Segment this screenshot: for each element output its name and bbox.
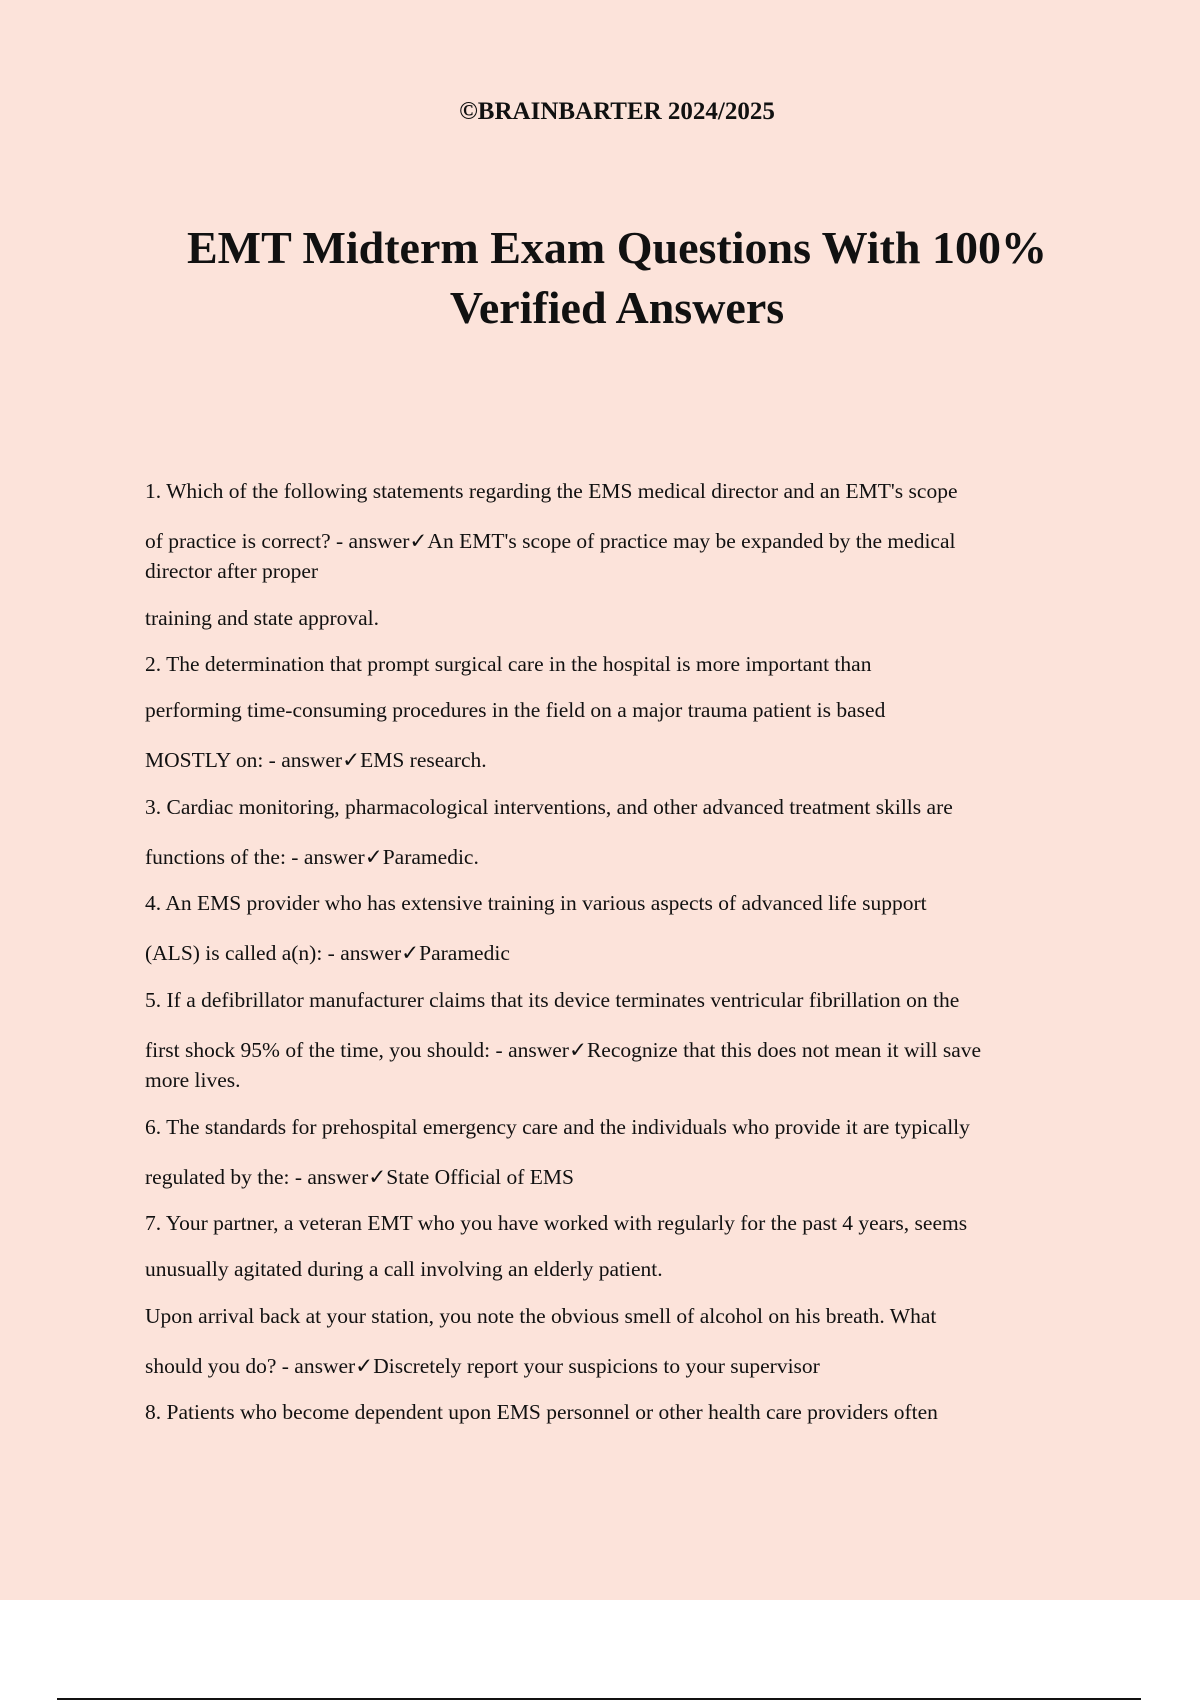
text-line: unusually agitated during a call involving an elderly patient. (145, 1257, 663, 1281)
text-line: MOSTLY on: - answer✓EMS research. (145, 748, 487, 772)
text-line: functions of the: - answer✓Paramedic. (145, 845, 479, 869)
text-line: 8. Patients who become dependent upon EMS personnel or other health care providers often (145, 1400, 938, 1424)
text-line: should you do? - answer✓Discretely report your suspicions to your supervisor (145, 1354, 820, 1378)
title-line-1: EMT Midterm Exam Questions With 100% (187, 222, 1047, 273)
text-line: 2. The determination that prompt surgical care in the hospital is more important than (145, 652, 872, 676)
text-line: performing time-consuming procedures in the field on a major trauma patient is based (145, 698, 886, 722)
text-line: regulated by the: - answer✓State Official of EMS (145, 1165, 574, 1189)
text-line: Upon arrival back at your station, you note the obvious smell of alcohol on his breath. What (145, 1304, 937, 1328)
text-line: first shock 95% of the time, you should: - answer✓Recognize that this does not mean it will save (145, 1038, 982, 1062)
document-title (120, 218, 1114, 338)
text-line: 5. If a defibrillator manufacturer claims that its device terminates ventricular fibrillation on the (145, 988, 960, 1012)
text-line: 6. The standards for prehospital emergency care and the individuals who provide it are typically (145, 1115, 970, 1139)
text-line: 3. Cardiac monitoring, pharmacological interventions, and other advanced treatment skills are (145, 795, 953, 819)
copyright-header: ©BRAINBARTER 2024/2025 (459, 98, 775, 125)
text-line: more lives. (145, 1068, 241, 1092)
text-line: 1. Which of the following statements regarding the EMS medical director and an EMT's scope (145, 479, 958, 503)
text-line: 4. An EMS provider who has extensive training in various aspects of advanced life support (145, 891, 927, 915)
text-line: of practice is correct? - answer✓An EMT's scope of practice may be expanded by the medical (145, 529, 956, 553)
text-line: director after proper (145, 559, 319, 583)
text-line: (ALS) is called a(n): - answer✓Paramedic (145, 941, 510, 965)
text-line: 7. Your partner, a veteran EMT who you have worked with regularly for the past 4 years, seems (145, 1211, 968, 1235)
title-line-2: Verified Answers (449, 282, 785, 333)
text-line: training and state approval. (145, 606, 380, 630)
